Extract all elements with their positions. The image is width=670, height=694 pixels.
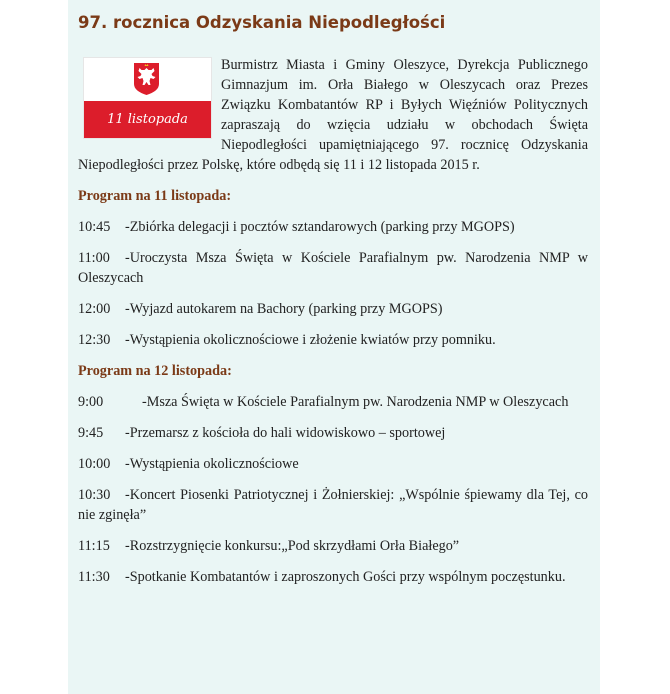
program-item-time: 9:45: [78, 425, 104, 441]
program-item-time: 12:00: [78, 301, 111, 317]
program-item-text: -Wystąpienia okolicznościowe i złożenie kwiatów przy pomniku.: [125, 332, 496, 348]
program-item: [78, 248, 588, 288]
program-item: [78, 485, 588, 525]
program-item: [78, 392, 588, 412]
program-item-text: -Msza Święta w Kościele Parafialnym pw. Narodzenia NMP w Oleszycach: [142, 394, 569, 410]
program-day2-heading: Program na 12 listopada:: [78, 363, 232, 379]
program-item-text: -Rozstrzygnięcie konkursu:„Pod skrzydłami Orła Białego”: [125, 538, 460, 554]
article-panel: [68, 0, 600, 694]
program-item-time: 12:30: [78, 332, 111, 348]
program-item-text: -Spotkanie Kombatantów i zaproszonych Gości przy wspólnym poczęstunku.: [125, 569, 566, 585]
program-item-time: 10:30: [78, 487, 111, 503]
program-day1-heading: Program na 11 listopada:: [78, 188, 232, 204]
program-item-time: 11:30: [78, 569, 110, 585]
program-item-text: -Uroczysta Msza Święta w Kościele Parafialnym pw. Narodzenia NMP w Oleszycach: [78, 250, 588, 286]
intro-paragraph: Burmistrz Miasta i Gminy Oleszyce, Dyrekcja Publicznego Gimnazjum im. Orła Białego w Oleszycach oraz Prezes Związku Kombatantów RP i Byłych Więźniów Politycznych zapraszają do wzięcia udziału w obchodach Święta Niepodległości upamiętniającego 97. rocznicę Odzyskania Niepodległości przez Polskę, które odbędą się 11 i 12 listopada 2015 r.: [78, 57, 588, 173]
polish-eagle-icon: [133, 62, 160, 96]
article-title: 97. rocznica Odzyskania Niepodległości: [78, 13, 446, 32]
program-item-text: -Wystąpienia okolicznościowe: [125, 456, 299, 472]
program-item-text: -Przemarsz z kościoła do hali widowiskowo – sportowej: [125, 425, 446, 441]
program-item: [78, 567, 588, 587]
program-item: [78, 330, 588, 350]
program-item-text: -Wyjazd autokarem na Bachory (parking przy MGOPS): [125, 301, 443, 317]
program-item-time: 9:00: [78, 394, 104, 410]
flag-red-stripe: [84, 101, 211, 138]
program-item: [78, 454, 588, 474]
program-item-time: 10:45: [78, 219, 111, 235]
article-content: [78, 55, 588, 598]
program-item-time: 11:00: [78, 250, 110, 266]
independence-day-image: [84, 58, 211, 138]
program-item-time: 10:00: [78, 456, 111, 472]
program-item: [78, 299, 588, 319]
program-item-text: -Koncert Piosenki Patriotycznej i Żołnierskiej: „Wspólnie śpiewamy dla Tej, co nie zginęła”: [78, 487, 588, 523]
program-item: [78, 536, 588, 556]
program-item: [78, 423, 588, 443]
program-item-time: 11:15: [78, 538, 110, 554]
program-item: [78, 217, 588, 237]
image-caption: 11 listopada: [107, 111, 188, 127]
program-item-text: -Zbiórka delegacji i pocztów sztandarowych (parking przy MGOPS): [125, 219, 515, 235]
